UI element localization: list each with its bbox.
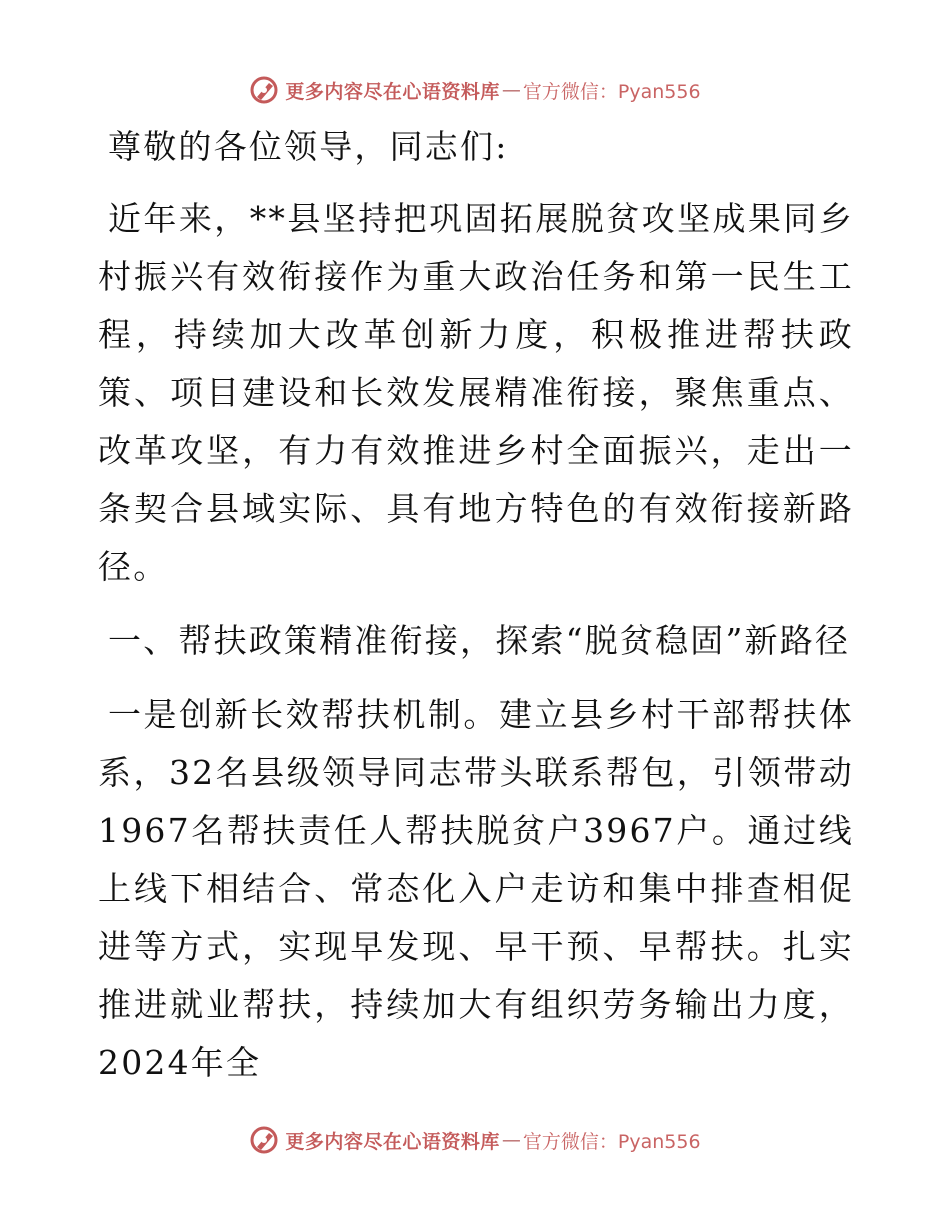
watermark-text: 更多内容尽在心语资料库 bbox=[285, 80, 500, 103]
pen-logo-icon bbox=[249, 75, 279, 105]
watermark-contact: 官方微信：Pyan556 bbox=[522, 1130, 701, 1153]
paragraph-intro: 近年来，**县坚持把巩固拓展脱贫攻坚成果同乡村振兴有效衔接作为重大政治任务和第一民生工程，持续加大改革创新力度，积极推进帮扶政策、项目建设和长效发展精准衔接，聚焦重点、改革攻坚，有力有效推进乡村全面振兴，走出一条契合县域实际、具有地方特色的有效衔接新路径。 bbox=[98, 199, 854, 586]
watermark-text: 更多内容尽在心语资料库 bbox=[285, 1130, 500, 1153]
watermark-separator: — bbox=[501, 1129, 521, 1151]
document-body bbox=[98, 118, 854, 1092]
section-heading-1: 一、帮扶政策精准衔接，探索“脱贫稳固”新路径 bbox=[108, 621, 851, 660]
pen-logo-icon bbox=[249, 1125, 279, 1155]
watermark-separator: — bbox=[501, 79, 521, 101]
header-watermark bbox=[0, 70, 950, 110]
paragraph-1: 一是创新长效帮扶机制。建立县乡村干部帮扶体系，32名县级领导同志带头联系帮包，引领带动1967名帮扶责任人帮扶脱贫户3967户。通过线上线下相结合、常态化入户走访和集中排查相促进等方式，实现早发现、早干预、早帮扶。扎实推进就业帮扶，持续加大有组织劳务输出力度，2024年全 bbox=[98, 695, 854, 1082]
greeting: 尊敬的各位领导，同志们: bbox=[108, 127, 509, 166]
watermark-contact: 官方微信：Pyan556 bbox=[522, 80, 701, 103]
footer-watermark bbox=[0, 1120, 950, 1160]
